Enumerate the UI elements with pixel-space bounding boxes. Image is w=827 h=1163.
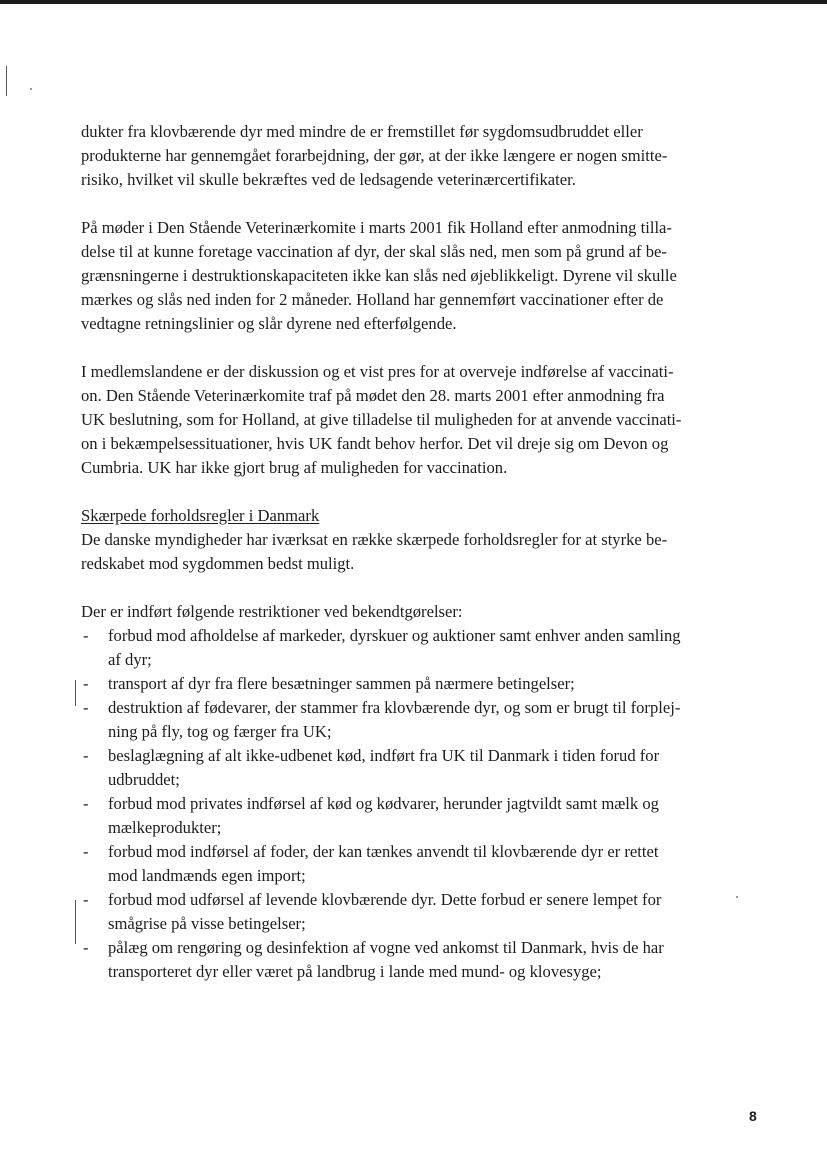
text-line: on i bekæmpelsessituationer, hvis UK fandt behov herfor. Det vil dreje sig om Devon og [81,434,669,453]
restrictions-list [81,624,771,984]
document-body [81,120,771,984]
list-item [81,744,771,792]
text-line: delse til at kunne foretage vaccination af dyr, der skal slås ned, men som på grund af be- [81,242,667,261]
text-line: af dyr; [108,650,152,669]
text-line: on. Den Stående Veterinærkomite traf på mødet den 28. marts 2001 efter anmodning fra [81,386,665,405]
paragraph-gap [81,192,771,216]
text-line: I medlemslandene er der diskussion og et vist pres for at overveje indførelse af vaccinati- [81,362,674,381]
paragraph-export-products [81,120,771,192]
bullet-dash: - [83,890,89,909]
margin-mark-bullet-2 [75,680,76,706]
list-item [81,840,771,888]
bullet-dash: - [83,698,89,717]
margin-mark-left [6,66,7,96]
bullet-dash: - [83,746,89,765]
text-line: mærkes og slås ned inden for 2 måneder. Holland har gennemført vaccinationer efter de [81,290,664,309]
text-line: smågrise på visse betingelser; [108,914,306,933]
text-line: De danske myndigheder har iværksat en række skærpede forholdsregler for at styrke be- [81,530,668,549]
text-line: transport af dyr fra flere besætninger sammen på nærmere betingelser; [108,674,575,693]
restrictions-block [81,600,771,984]
paragraph-gap [81,336,771,360]
text-line: beslaglægning af alt ikke-udbenet kød, indført fra UK til Danmark i tiden forud for [108,746,660,765]
page-number: 8 [749,1108,757,1124]
top-border-rule [0,0,827,4]
text-line: produkterne har gennemgået forarbejdning, der gør, at der ikke længere er nogen smitte- [81,146,668,165]
text-line: forbud mod privates indførsel af kød og kødvarer, herunder jagtvildt samt mælk og [108,794,659,813]
text-line: udbruddet; [108,770,180,789]
text-line: transporteret dyr eller været på landbrug i lande med mund- og klovesyge; [108,962,602,981]
text-line: mælkeprodukter; [108,818,222,837]
text-line: dukter fra klovbærende dyr med mindre de er fremstillet før sygdomsudbruddet eller [81,122,643,141]
text-line: UK beslutning, som for Holland, at give tilladelse til muligheden for at anvende vaccinati- [81,410,682,429]
text-line: pålæg om rengøring og desinfektion af vogne ved ankomst til Danmark, hvis de har [108,938,664,957]
text-line: Cumbria. UK har ikke gjort brug af muligheden for vaccination. [81,458,508,477]
list-item [81,624,771,672]
paragraph-member-states [81,360,771,480]
section-danish-measures [81,504,771,576]
section-heading: Skærpede forholdsregler i Danmark [81,506,320,525]
bullet-dash: - [83,938,89,957]
list-item [81,792,771,840]
list-item [81,888,771,936]
text-line: redskabet mod sygdommen bedst muligt. [81,554,355,573]
text-line: mod landmænds egen import; [108,866,306,885]
list-item [81,696,771,744]
scan-speck [30,88,32,90]
text-line: grænsningerne i destruktionskapaciteten ikke kan slås ned øjeblikkeligt. Dyrene vil skulle [81,266,677,285]
text-line: forbud mod udførsel af levende klovbærende dyr. Dette forbud er senere lempet for [108,890,662,909]
text-line: ning på fly, tog og færger fra UK; [108,722,332,741]
margin-mark-bullet-7 [75,900,76,944]
text-line: destruktion af fødevarer, der stammer fra klovbærende dyr, og som er brugt til forplej- [108,698,681,717]
bullet-dash: - [83,842,89,861]
bullet-dash: - [83,674,89,693]
text-line: forbud mod indførsel af foder, der kan tænkes anvendt til klovbærende dyr er rettet [108,842,659,861]
paragraph-holland-vaccination [81,216,771,336]
paragraph-gap [81,480,771,504]
list-item [81,936,771,984]
list-item [81,672,771,696]
text-line: risiko, hvilket vil skulle bekræftes ved de ledsagende veterinærcertifikater. [81,170,576,189]
text-line: På møder i Den Stående Veterinærkomite i marts 2001 fik Holland efter anmodning tilla- [81,218,672,237]
text-line: vedtagne retningslinier og slår dyrene ned efterfølgende. [81,314,457,333]
restrictions-intro: Der er indført følgende restriktioner ved bekendtgørelser: [81,602,463,621]
text-line: forbud mod afholdelse af markeder, dyrskuer og auktioner samt enhver anden samling [108,626,681,645]
bullet-dash: - [83,626,89,645]
bullet-dash: - [83,794,89,813]
paragraph-gap [81,576,771,600]
